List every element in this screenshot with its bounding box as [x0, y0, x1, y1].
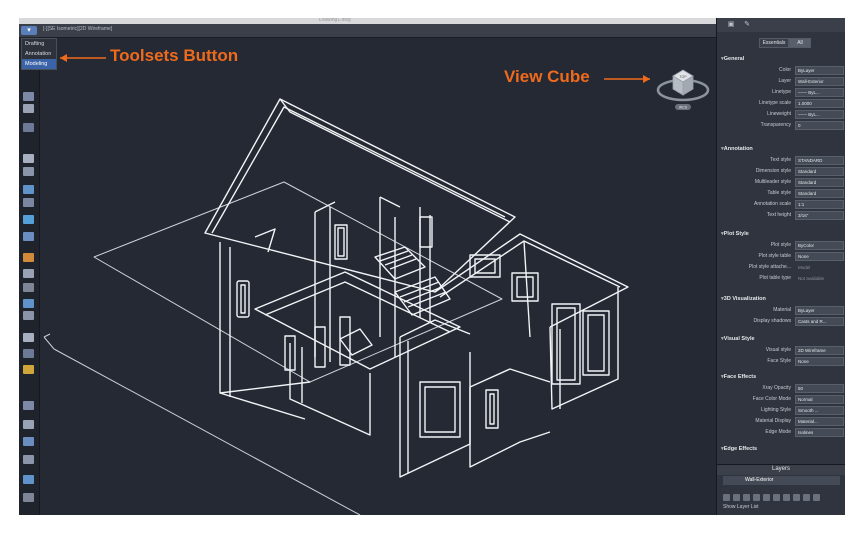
property-value[interactable]: ByLayer [795, 306, 844, 315]
circle-tool-icon[interactable] [23, 269, 34, 278]
wcs-menu-label[interactable]: WCS [678, 105, 688, 110]
property-value[interactable]: 50 [795, 384, 844, 393]
section-tool-icon[interactable] [23, 401, 34, 410]
property-value[interactable]: Isolines [795, 428, 844, 437]
section-header[interactable]: ▾ Plot Style [721, 231, 749, 237]
property-row [717, 88, 845, 97]
line-tool-icon[interactable] [23, 215, 34, 224]
autocad-window [19, 18, 845, 515]
property-label: Text height [766, 212, 791, 218]
property-row [717, 156, 845, 165]
property-row [717, 241, 845, 250]
property-label: Edge Mode [765, 429, 791, 435]
current-layer-row[interactable] [723, 476, 840, 485]
arc-tool-icon[interactable] [23, 232, 34, 241]
property-row [717, 252, 845, 261]
section-header[interactable]: ▾ Visual Style [721, 336, 755, 342]
property-row [717, 406, 845, 415]
property-row [717, 121, 845, 130]
layers-panel-header[interactable] [717, 464, 845, 475]
polyline-tool-icon[interactable] [23, 198, 34, 207]
property-value[interactable]: 1.0000 [795, 99, 844, 108]
rotate-tool-icon[interactable] [23, 299, 34, 308]
extrude-tool-icon[interactable] [23, 104, 34, 113]
property-row [717, 274, 845, 283]
property-value[interactable]: Casts and R... [795, 317, 844, 326]
current-layer-name: Wall-Exterior [745, 477, 774, 483]
toolsets-dropdown [21, 38, 57, 70]
all-filter-button[interactable]: All [789, 38, 811, 48]
property-label: Linetype scale [759, 100, 791, 106]
property-label: Display shadows [753, 318, 791, 324]
section-header[interactable]: ▾ Edge Effects [721, 446, 757, 452]
property-row [717, 66, 845, 75]
property-label: Material Display [755, 418, 791, 424]
property-value[interactable]: 1:1 [795, 200, 844, 209]
layer-tool-icon[interactable] [753, 494, 760, 501]
window-title: Drawing1.dwg [319, 18, 351, 23]
property-row [717, 346, 845, 355]
toolsets-arrow-icon [58, 52, 108, 64]
layer-tool-icon[interactable] [803, 494, 810, 501]
toolset-drafting[interactable]: Drafting [25, 41, 45, 47]
property-row [717, 428, 845, 437]
layer-tool-icon[interactable] [723, 494, 730, 501]
layers-title: Layers [772, 466, 791, 472]
property-value[interactable]: STANDARD [795, 156, 844, 165]
property-row [717, 211, 845, 220]
copy-tool-icon[interactable] [23, 283, 34, 292]
sphere-tool-icon[interactable] [23, 123, 34, 132]
section-header[interactable]: ▾ 3D Visualization [721, 296, 766, 302]
show-layer-list-toggle[interactable]: Show Layer List [723, 504, 759, 510]
property-row [717, 357, 845, 366]
house-wireframe-model [40, 37, 716, 515]
layer-tool-icon[interactable] [793, 494, 800, 501]
property-label: Lighting Style [760, 407, 791, 413]
trim-tool-icon[interactable] [23, 333, 34, 342]
property-row [717, 189, 845, 198]
property-label: Face Style [767, 358, 791, 364]
properties-icon[interactable]: ▣ [727, 21, 735, 28]
properties-inspector [716, 18, 845, 515]
palette-icon[interactable]: ✎ [744, 21, 750, 28]
property-value[interactable]: None [795, 357, 844, 366]
view-cube-top-label: TOP [679, 75, 687, 79]
toolsets-button-annotation: Toolsets Button [110, 46, 239, 65]
property-value[interactable]: —— ByL... [795, 88, 844, 97]
section-header[interactable]: ▾ Face Effects [721, 374, 756, 380]
property-row [717, 178, 845, 187]
property-value[interactable]: 3/16" [795, 211, 844, 220]
property-row [717, 317, 845, 326]
select-tool-icon[interactable] [23, 185, 34, 194]
property-value[interactable]: Standard [795, 189, 844, 198]
property-label: Plot style attache... [748, 264, 791, 270]
property-label: Xray Opacity [762, 385, 791, 391]
property-label: Face Color Mode [752, 396, 791, 402]
property-row [717, 77, 845, 86]
property-value[interactable]: Not available [798, 276, 825, 281]
toolset-modeling[interactable]: Modeling [22, 59, 56, 69]
layer-tool-icon[interactable] [763, 494, 770, 501]
layer-tool-icon[interactable] [783, 494, 790, 501]
layer-tools [723, 488, 840, 498]
property-label: Material [773, 307, 791, 313]
property-value[interactable]: 0 [795, 121, 844, 130]
section-header[interactable]: ▾ General [721, 56, 744, 62]
layer-tool-icon[interactable] [743, 494, 750, 501]
move-tool-icon[interactable] [23, 253, 34, 262]
property-value[interactable]: 2D Wireframe [795, 346, 844, 355]
fillet-tool-icon[interactable] [23, 349, 34, 358]
property-label: Table style [767, 190, 791, 196]
inquiry-tool-icon[interactable] [23, 493, 34, 502]
property-row [717, 110, 845, 119]
essentials-filter-button[interactable]: Essentials [759, 38, 789, 48]
erase-tool-icon[interactable] [23, 365, 34, 374]
property-label: Plot style table [758, 253, 791, 259]
property-row [717, 417, 845, 426]
property-label: Lineweight [767, 111, 791, 117]
tool-sets-palette [19, 37, 40, 515]
property-value[interactable]: Wall-Exterior [795, 77, 844, 86]
property-label: Plot table type [759, 275, 791, 281]
property-value[interactable]: Standard [795, 178, 844, 187]
property-row [717, 384, 845, 393]
property-value[interactable]: Standard [795, 167, 844, 176]
property-value[interactable]: ByLayer [795, 66, 844, 75]
property-row [717, 167, 845, 176]
toolsets-button[interactable]: ▾ [21, 26, 37, 35]
property-value[interactable]: Model [798, 265, 811, 270]
mirror-tool-icon[interactable] [23, 311, 34, 320]
property-label: Transparency [760, 122, 791, 128]
orbit-tool-icon[interactable] [23, 437, 34, 446]
layer-tool-icon[interactable] [773, 494, 780, 501]
layer-tool-icon[interactable] [813, 494, 820, 501]
render-tool-icon[interactable] [23, 455, 34, 464]
property-row [717, 200, 845, 209]
property-row [717, 99, 845, 108]
property-row [717, 395, 845, 404]
property-row [717, 306, 845, 315]
property-value[interactable]: Smooth ... [795, 406, 844, 415]
property-label: Layer [778, 78, 791, 84]
viewport-controls-label[interactable]: [-][SE Isometric][2D Wireframe] [43, 26, 113, 32]
property-value[interactable]: ByColor [795, 241, 844, 250]
property-label: Color [779, 67, 791, 73]
property-label: Linetype [772, 89, 791, 95]
property-label: Plot style [770, 242, 791, 248]
property-label: Dimension style [755, 168, 791, 174]
layer-tool-icon[interactable] [23, 475, 34, 484]
property-row [717, 263, 845, 272]
property-label: Text style [770, 157, 791, 163]
property-label: Multileader style [754, 179, 791, 185]
view-cube-annotation: View Cube [504, 67, 590, 86]
union-tool-icon[interactable] [23, 167, 34, 176]
view-tool-icon[interactable] [23, 420, 34, 429]
property-value[interactable]: —— ByL... [795, 110, 844, 119]
section-header[interactable]: ▾ Annotation [721, 146, 753, 152]
view-cube-arrow-icon [602, 73, 652, 85]
view-controls-bar [19, 24, 716, 38]
property-label: Visual style [765, 347, 791, 353]
property-value[interactable]: Material... [795, 417, 844, 426]
view-cube-icon[interactable] [655, 60, 711, 112]
box-tool-icon[interactable] [23, 92, 34, 101]
toolset-annotation[interactable]: Annotation [25, 51, 52, 57]
inspector-tabs [717, 18, 845, 32]
property-value[interactable]: None [795, 252, 844, 261]
presspull-tool-icon[interactable] [23, 154, 34, 163]
view-cube[interactable] [655, 60, 711, 112]
property-label: Annotation scale [754, 201, 791, 207]
layer-tool-icon[interactable] [733, 494, 740, 501]
property-value[interactable]: Normal [795, 395, 844, 404]
drawing-viewport[interactable] [40, 37, 716, 515]
